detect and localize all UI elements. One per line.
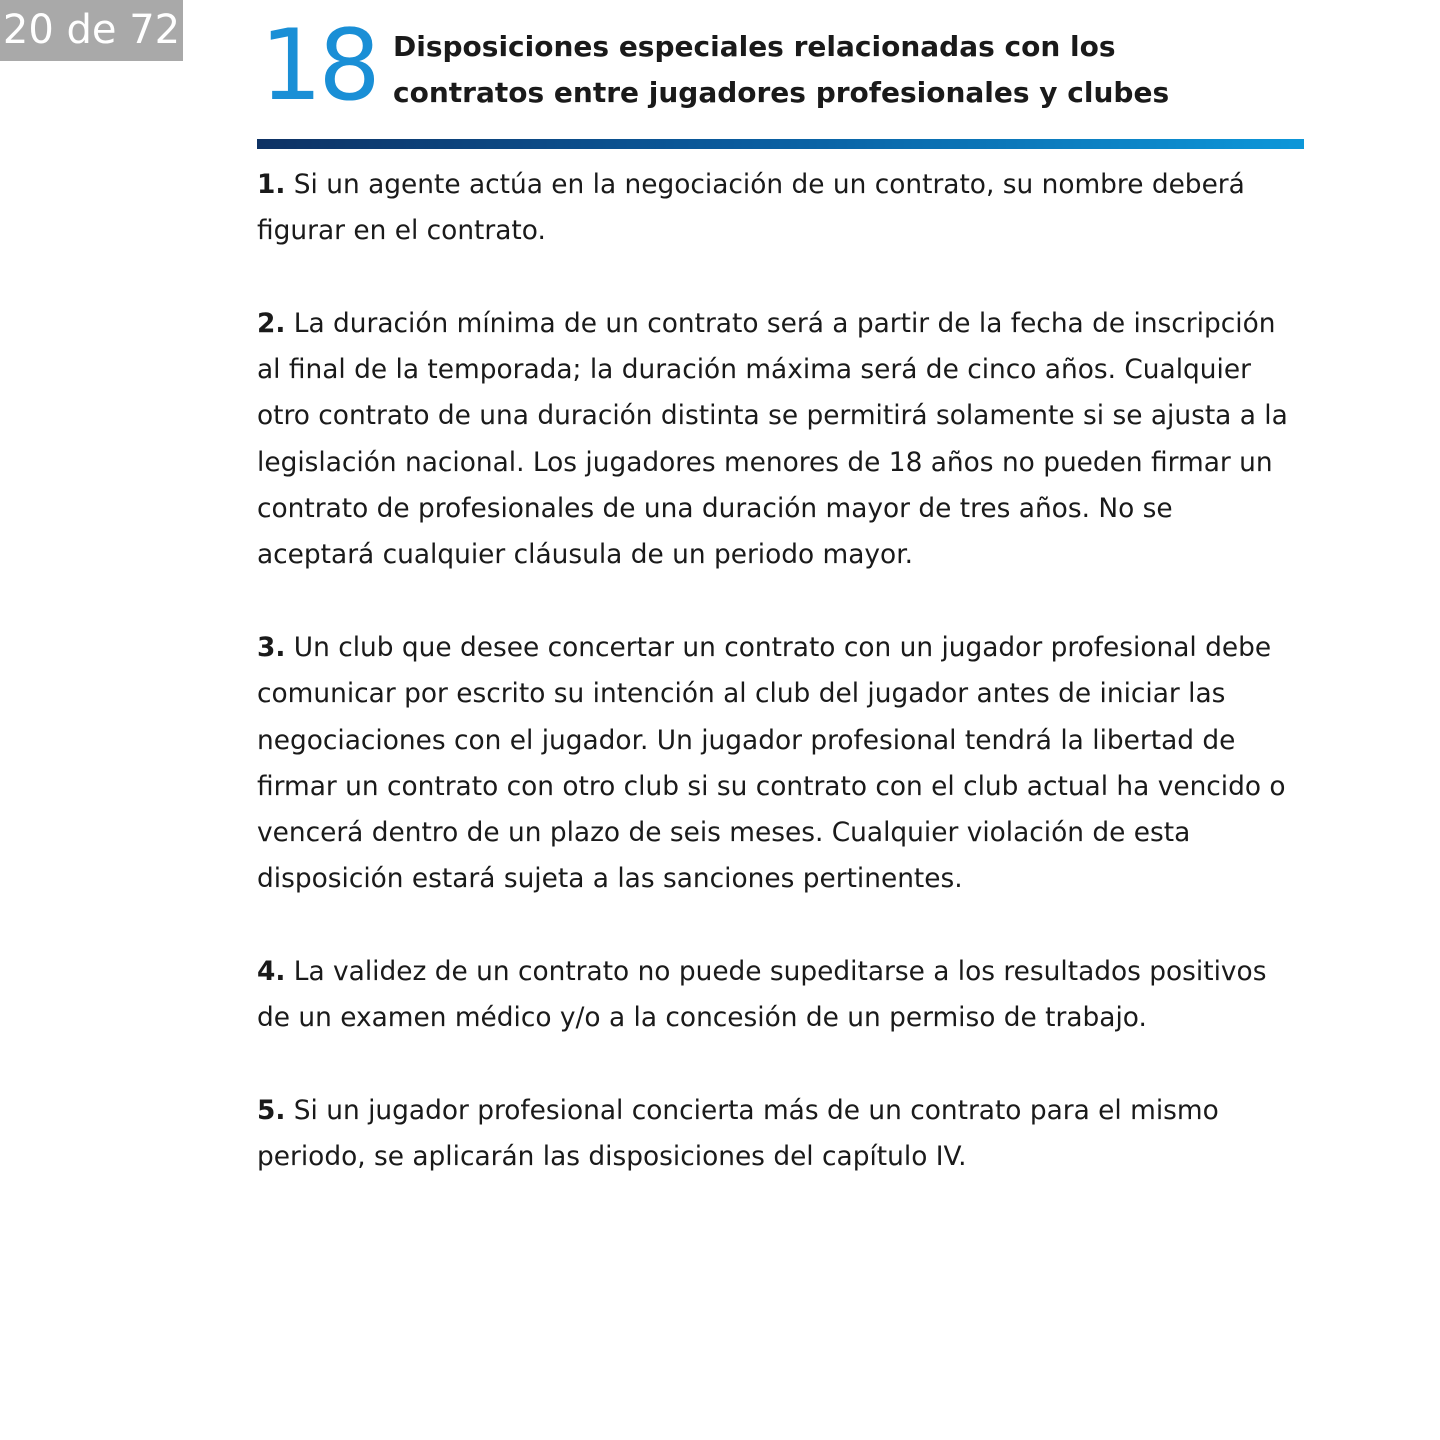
paragraph-number: 5.: [257, 1094, 286, 1126]
article-body: [257, 162, 1297, 1227]
paragraph-2: [257, 301, 1297, 579]
article-title: Disposiciones especiales relacionadas con los contratos entre jugadores profesionales y clubes: [393, 30, 1170, 109]
paragraph-5: [257, 1088, 1297, 1181]
paragraph-text: Si un jugador profesional concierta más de un contrato para el mismo periodo, se aplicarán las disposiciones del capítulo IV.: [257, 1094, 1219, 1173]
article-number: 18: [260, 9, 377, 123]
paragraph-number: 3.: [257, 631, 286, 663]
paragraph-number: 4.: [257, 956, 286, 988]
paragraph-text: La validez de un contrato no puede supeditarse a los resultados positivos de un examen médico y/o a la concesión de un permiso de trabajo.: [257, 956, 1267, 1034]
paragraph-1: [257, 162, 1297, 255]
paragraph-text: Un club que desee concertar un contrato con un jugador profesional debe comunicar por escrito su intención al club del jugador antes de iniciar las negociaciones con el jugador. Un jugador profesional tendrá la libertad de firmar un contrato con otro club si su contrato con el club actual ha vencido o vencerá dentro de un plazo de seis meses. Cualquier violación de esta disposición estará sujeta a las sanciones pertinentes.: [257, 631, 1286, 895]
paragraph-text: La duración mínima de un contrato será a partir de la fecha de inscripción al final de la temporada; la duración máxima será de cinco años. Cualquier otro contrato de una duración distinta se permitirá solamente si se ajusta a la legislación nacional. Los jugadores menores de 18 años no pueden firmar un contrato de profesionales de una duración mayor de tres años. No se aceptará cualquier cláusula de un periodo mayor.: [257, 307, 1288, 571]
paragraph-text: Si un agente actúa en la negociación de un contrato, su nombre deberá figurar en el contrato.: [257, 169, 1245, 247]
paragraph-4: [257, 949, 1297, 1042]
paragraph-3: [257, 625, 1297, 903]
page-indicator: 20 de 72: [0, 0, 183, 61]
title-divider: [257, 139, 1304, 149]
paragraph-number: 2.: [257, 307, 286, 339]
paragraph-number: 1.: [257, 169, 286, 200]
